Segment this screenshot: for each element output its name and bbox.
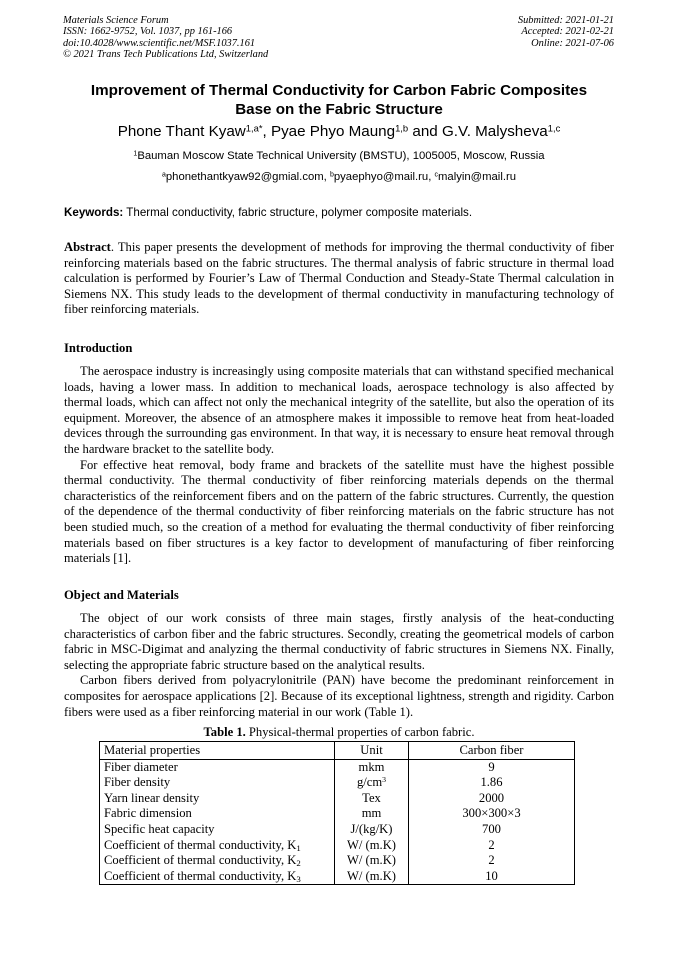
table-header-row <box>100 742 575 760</box>
column-header-value: Carbon fiber <box>409 742 575 760</box>
paper-title-line-1: Improvement of Thermal Conductivity for Carbon Fabric Composites <box>90 82 588 99</box>
email-separator: , <box>428 171 435 183</box>
property-cell: Fabric dimension <box>100 806 335 822</box>
journal-copyright: © 2021 Trans Tech Publications Ltd, Switzerland <box>63 49 269 61</box>
email-address: phonethantkyaw92@gmial.com <box>165 171 324 183</box>
author-list <box>40 123 638 141</box>
email-separator: , <box>323 171 330 183</box>
table-row <box>100 838 575 854</box>
paragraph: For effective heat removal, body frame and brackets of the satellite must have the highest possible thermal conductivity. The thermal conductivity of fiber reinforcing materials depends on the thermal characteristics of the reinforcement fibers and on the pattern of the fabric structures. Currently, the question of the dependence of the thermal conductivity of fiber reinforcing materials on the fabric structure has not been studied much, so the creation of a method for evaluating the thermal conductivity of fiber reinforcing materials based on fiber structures is a key factor to development of manufacturing of fiber reinforcing materials [1]. <box>64 457 614 566</box>
keywords-text: Thermal conductivity, fabric structure, polymer composite materials. <box>126 206 473 219</box>
value-cell: 2 <box>409 853 575 869</box>
keywords-label: Keywords: <box>64 206 124 219</box>
author-affiliation-mark: 1,c <box>547 122 561 134</box>
table-row <box>100 822 575 838</box>
table-row <box>100 869 575 885</box>
journal-header-right <box>518 15 614 49</box>
column-header-property: Material properties <box>100 742 335 760</box>
author-separator: and <box>408 123 442 140</box>
unit-cell: Tex <box>335 791 409 807</box>
paper-title-line-2: Base on the Fabric Structure <box>235 100 443 118</box>
journal-issn: ISSN: 1662-9752, Vol. 1037, pp 161-166 <box>63 26 233 38</box>
value-cell: 300×300×3 <box>409 806 575 822</box>
author-name: Phone Thant Kyaw <box>117 123 246 140</box>
author-affiliation-mark: 1,a* <box>245 122 263 134</box>
property-cell: Coefficient of thermal conductivity, $K_3$ <box>100 869 335 885</box>
column-header-unit: Unit <box>335 742 409 760</box>
affiliation-text: Bauman Moscow State Technical University (BMSTU), 1005005, Moscow, Russia <box>137 150 545 162</box>
table-row <box>100 853 575 869</box>
paragraph: Carbon fibers derived from polyacrylonitrile (PAN) have become the predominant reinforcement in composites for aerospace applications [2]. Because of its exceptional lightness, strength and rigidity. Carbon fibers were used as a fiber reinforcing material in our work (Table 1). <box>64 673 614 719</box>
value-cell: 700 <box>409 822 575 838</box>
section-heading-introduction: Introduction <box>64 341 133 355</box>
table-row <box>100 759 575 775</box>
properties-table <box>99 741 575 885</box>
unit-cell: J/(kg/K) <box>335 822 409 838</box>
table-row <box>100 775 575 791</box>
journal-header-left <box>63 15 268 61</box>
table-row <box>100 806 575 822</box>
value-cell: 2 <box>409 838 575 854</box>
unit-cell: W/ (m.K) <box>335 838 409 854</box>
email-mark: a <box>161 171 166 179</box>
online-date: Online: 2021-07-06 <box>531 37 614 49</box>
abstract-text: . This paper presents the development of methods for improving the thermal conductivity of fiber reinforcing materials based on the fabric structures. The thermal analysis of fabric structure in thermal load calculation is performed by Fourier’s Law of Thermal Conduction and Steady-State Thermal calculation in Siemens NX. This study leads to the development of thermal conductivity in manufacturing technology of fiber reinforcing materials. <box>64 240 614 317</box>
email-mark: c <box>434 171 438 179</box>
paper-title <box>40 82 638 119</box>
email-mark: b <box>329 171 334 179</box>
property-cell: Fiber diameter <box>100 759 335 775</box>
introduction-body <box>64 364 614 567</box>
email-address: malyin@mail.ru <box>438 171 517 183</box>
author-name: Pyae Phyo Maung <box>270 123 396 140</box>
email-list <box>40 170 638 184</box>
property-cell: Coefficient of thermal conductivity, $K_2$ <box>100 853 335 869</box>
value-cell: 2000 <box>409 791 575 807</box>
unit-cell: W/ (m.K) <box>335 853 409 869</box>
author-affiliation-mark: 1,b <box>395 122 409 134</box>
paragraph: The aerospace industry is increasingly using composite materials that can withstand specified mechanical loads, having a lower mass. In addition to mechanical loads, aerospace technology is also affected by thermal loads, which can affect not only the mechanical integrity of the satellite, but also the operation of its equipment. Moreover, the absence of an atmosphere makes it impossible to remove heat from heat-loaded devices through the surrounding gas environment. In that way, it is necessary to ensure heat removal through the hardware bracket to the satellite body. <box>64 364 614 456</box>
unit-cell: mkm <box>335 759 409 775</box>
unit-cell: W/ (m.K) <box>335 869 409 885</box>
affiliation <box>40 149 638 163</box>
author-name: G.V. Malysheva <box>441 123 548 140</box>
value-cell: 1.86 <box>409 775 575 791</box>
abstract-label: Abstract <box>64 240 111 254</box>
author-separator: , <box>262 123 271 140</box>
keywords <box>64 206 624 220</box>
property-cell: Fiber density <box>100 775 335 791</box>
unit-cell: mm <box>335 806 409 822</box>
email-address: pyaephyo@mail.ru <box>333 171 429 183</box>
submitted-date: Submitted: 2021-01-21 <box>517 15 614 26</box>
paragraph: The object of our work consists of three main stages, firstly analysis of the heat-conducting characteristics of carbon fiber and the fabric structures. Secondly, creating the geometrical models of carbon fabric in MSC-Digimat and analyzing the thermal conductivity of fabric structures in Siemens NX. Finally, selecting the appropriate fabric structure based on the analytical results. <box>64 611 614 672</box>
property-cell: Yarn linear density <box>100 791 335 807</box>
value-cell: 10 <box>409 869 575 885</box>
value-cell: 9 <box>409 759 575 775</box>
object-materials-body <box>64 611 614 720</box>
abstract <box>64 240 614 318</box>
affiliation-mark: 1 <box>133 150 138 158</box>
table-caption-label: Table 1. <box>203 725 246 739</box>
property-cell: Specific heat capacity <box>100 822 335 838</box>
property-cell: Coefficient of thermal conductivity, $K_1$ <box>100 838 335 854</box>
unit-cell: $g/cm^3$ <box>335 775 409 791</box>
journal-doi: doi:10.4028/www.scientific.net/MSF.1037.161 <box>63 37 256 49</box>
table-caption <box>64 725 614 740</box>
journal-name: Materials Science Forum <box>63 15 169 26</box>
table-row <box>100 791 575 807</box>
accepted-date: Accepted: 2021-02-21 <box>521 26 614 38</box>
section-heading-object-materials: Object and Materials <box>64 588 179 602</box>
table-caption-text: Physical-thermal properties of carbon fabric. <box>245 725 475 739</box>
